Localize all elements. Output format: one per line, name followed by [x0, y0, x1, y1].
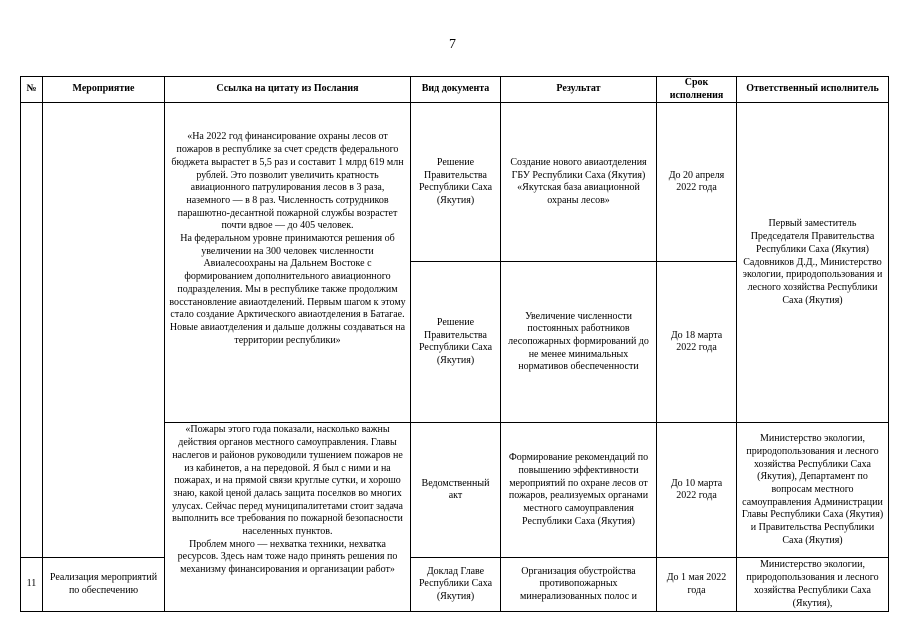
result-cell: Формирование рекомендаций по повышению эффективности мероприятий по охране лесов от пожаров, реализуемых органами местного самоуправления Республики Саха (Якутия) [501, 423, 657, 558]
deadline-cell: До 10 марта 2022 года [657, 423, 737, 558]
deadline-cell: До 20 апреля 2022 года [657, 103, 737, 262]
header-result: Результат [501, 77, 657, 103]
result-cell: Создание нового авиаотделения ГБУ Республики Саха (Якутия) «Якутская база авиационной охраны лесов» [501, 103, 657, 262]
table-row [21, 103, 889, 262]
table-row [21, 558, 889, 612]
header-deadline: Срок исполнения [657, 77, 737, 103]
deadline-cell: До 1 мая 2022 года [657, 558, 737, 612]
result-cell: Увеличение численности постоянных работников лесопожарных формирований до не менее минимальных нормативов обеспеченности [501, 262, 657, 423]
num-cell: 11 [21, 558, 43, 612]
doc-type-cell: Решение Правительства Республики Саха (Якутия) [411, 262, 501, 423]
action-plan-table [20, 76, 889, 612]
event-cell [43, 103, 165, 558]
page-number: 7 [449, 37, 456, 52]
header-doc-type: Вид документа [411, 77, 501, 103]
responsible-cell: Министерство экологии, природопользования и лесного хозяйства Республики Саха (Якутия), [737, 558, 889, 612]
header-responsible: Ответственный исполнитель [737, 77, 889, 103]
doc-type-cell: Доклад Главе Республики Саха (Якутия) [411, 558, 501, 612]
header-num: № [21, 77, 43, 103]
quote-cell [165, 103, 411, 423]
num-cell [21, 103, 43, 558]
responsible-cell: Первый заместитель Председателя Правительства Республики Саха (Якутия) Садовников Д.Д., Министерство экологии, природопользования и лесного хозяйства Республики Саха (Якутия) [737, 103, 889, 423]
quote-paragraph: Проблем много — нехватка техники, нехватка ресурсов. Здесь нам тоже надо принять решения по механизму финансирования и организации работ» [177, 538, 398, 576]
header-quote: Ссылка на цитату из Послания [165, 77, 411, 103]
quote-cell [165, 423, 411, 612]
doc-type-cell: Ведомственный акт [411, 423, 501, 558]
table-header-row [21, 77, 889, 103]
quote-paragraph: «На 2022 год финансирование охраны лесов от пожаров в республике за счет средств федерального бюджета вырастет в 5,5 раз и составит 1 млрд 619 млн рублей. Это позволит увеличить кратность авиационного патрулирования лесов в 3 раза, наземного — в 8 раз. Численность сотрудников парашютно-десантной пожарной службы возрастет почти вдвое — до 405 человек. [171, 131, 404, 232]
header-event: Мероприятие [43, 77, 165, 103]
quote-paragraph: На федеральном уровне принимаются решения об увеличении на 300 человек численности Авиалесоохраны на Дальнем Востоке с формированием дополнительного авиационного подразделения. Мы в республике также продолжим восстановление авиаотделений. Первым шагом к этому стало создание Арктического авиаотделения в Батагае. Новые авиаотделения и дальше должны создаваться на территории республики» [169, 233, 406, 346]
result-cell: Организация обустройства противопожарных минерализованных полос и [501, 558, 657, 612]
responsible-cell: Министерство экологии, природопользования и лесного хозяйства Республики Саха (Якутия), Департамент по вопросам местного самоуправления Администрации Главы Республики Саха (Якутия) и Правительства Республики Саха (Якутия) [737, 423, 889, 558]
event-cell: Реализация мероприятий по обеспечению [43, 558, 165, 612]
deadline-cell: До 18 марта 2022 года [657, 262, 737, 423]
doc-type-cell: Решение Правительства Республики Саха (Якутия) [411, 103, 501, 262]
quote-paragraph: «Пожары этого года показали, насколько важны действия органов местного самоуправления. Главы наслегов и районов руководили тушением пожаров не из кабинетов, а на передовой. Я был с ними и на пожарах, и на прямой связи круглые сутки, и хорошо знаю, какой ценой далась защита поселков во многих улусах. Сейчас перед муниципалитетами стоит задача выполнить все требования по пожарной безопасности населенных пунктов. [172, 424, 403, 538]
